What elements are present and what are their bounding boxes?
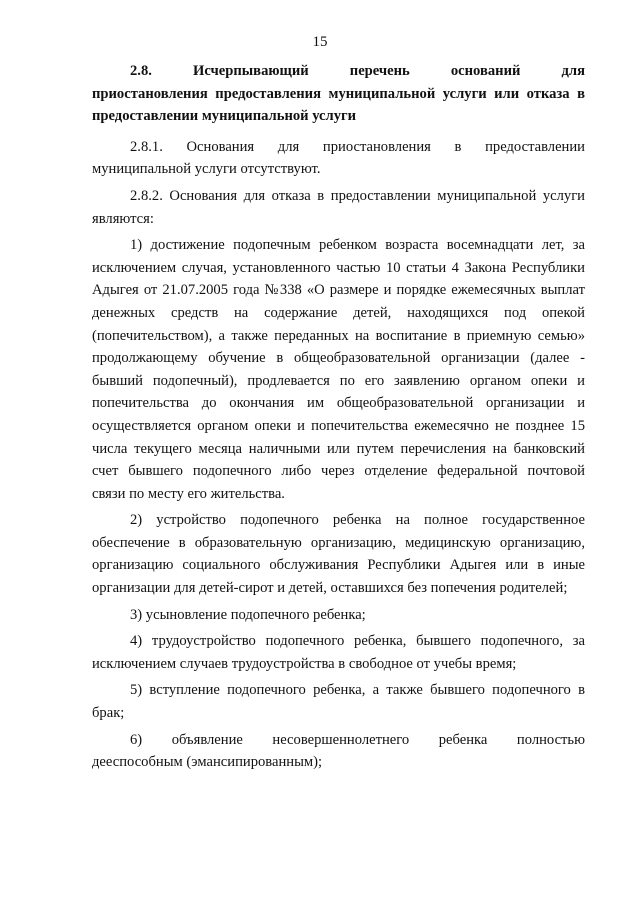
paragraph-line: 4) трудоустройство подопечного ребенка, бывшего подопечного, за: [130, 633, 585, 650]
paragraph-line: исключением случая, установленного частью 10 статьи 4 Закона Республики: [92, 259, 585, 276]
paragraph-line: связи по месту его жительства.: [92, 485, 285, 502]
heading-line: предоставлении муниципальной услуги: [92, 108, 357, 125]
list-item-2: [92, 509, 585, 599]
list-item-4: [92, 630, 585, 675]
paragraph-line: продолжающему обучение в общеобразовательной организации (далее -: [92, 350, 585, 367]
page-number: 15: [312, 34, 328, 50]
paragraph-line: 2) устройство подопечного ребенка на полное государственное: [130, 512, 585, 529]
paragraph-line: 2.8.2. Основания для отказа в предоставлении муниципальной услуги: [130, 187, 585, 204]
document-body: [92, 60, 585, 774]
heading-line: приостановления предоставления муниципальной услуги или отказа в: [92, 85, 585, 102]
list-item-5: [92, 679, 585, 724]
paragraph-line: 3) усыновление подопечного ребенка;: [130, 606, 366, 623]
paragraph-2-8-1: [92, 136, 585, 181]
paragraph-line: обеспечение в образовательную организацию, медицинскую организацию,: [92, 534, 585, 551]
paragraph-line: муниципальной услуги отсутствуют.: [92, 161, 321, 178]
paragraph-line: 1) достижение подопечным ребенком возраста восемнадцати лет, за: [130, 237, 585, 254]
section-heading: [92, 60, 585, 128]
paragraph-line: организации для детей-сирот и детей, оставшихся без попечения родителей;: [92, 580, 568, 597]
paragraph-line: осуществляется органом опеки и попечительства ежемесячно не позднее 15: [92, 417, 585, 434]
paragraph-line: счет бывшего подопечного либо через отделение федеральной почтовой: [92, 463, 585, 480]
paragraph-line: числа текущего месяца наличными или путем перечисления на банковский: [92, 440, 585, 457]
paragraph-line: брак;: [92, 705, 125, 722]
paragraph-line: бывший подопечный), продлевается по его заявлению органом опеки и: [92, 372, 585, 389]
paragraph-line: дееспособным (эмансипированным);: [92, 754, 323, 771]
list-item-1: [92, 234, 585, 505]
paragraph-line: 5) вступление подопечного ребенка, а также бывшего подопечного в: [130, 682, 585, 699]
list-item-6: [92, 729, 585, 774]
paragraph-line: исключением случаев трудоустройства в свободное от учебы время;: [92, 655, 517, 672]
paragraph-2-8-2: [92, 185, 585, 230]
paragraph-line: 2.8.1. Основания для приостановления в предоставлении: [130, 138, 585, 155]
list-item-3: [92, 604, 585, 627]
paragraph-line: Адыгея от 21.07.2005 года №338 «О размере и порядке ежемесячных выплат: [92, 282, 585, 299]
heading-line: 2.8. Исчерпывающий перечень оснований для: [130, 63, 585, 79]
paragraph-line: являются:: [92, 210, 154, 227]
paragraph-line: 6) объявление несовершеннолетнего ребенка полностью: [130, 731, 585, 748]
paragraph-line: (попечительством), а также переданных на воспитание в приемную семью»: [92, 327, 585, 344]
paragraph-line: организацию социального обслуживания Республики Адыгея или в иные: [92, 557, 585, 574]
paragraph-line: денежных средств на содержание детей, находящихся под опекой: [92, 304, 585, 321]
paragraph-line: попечительства до окончания им общеобразовательной организации и: [92, 395, 585, 412]
